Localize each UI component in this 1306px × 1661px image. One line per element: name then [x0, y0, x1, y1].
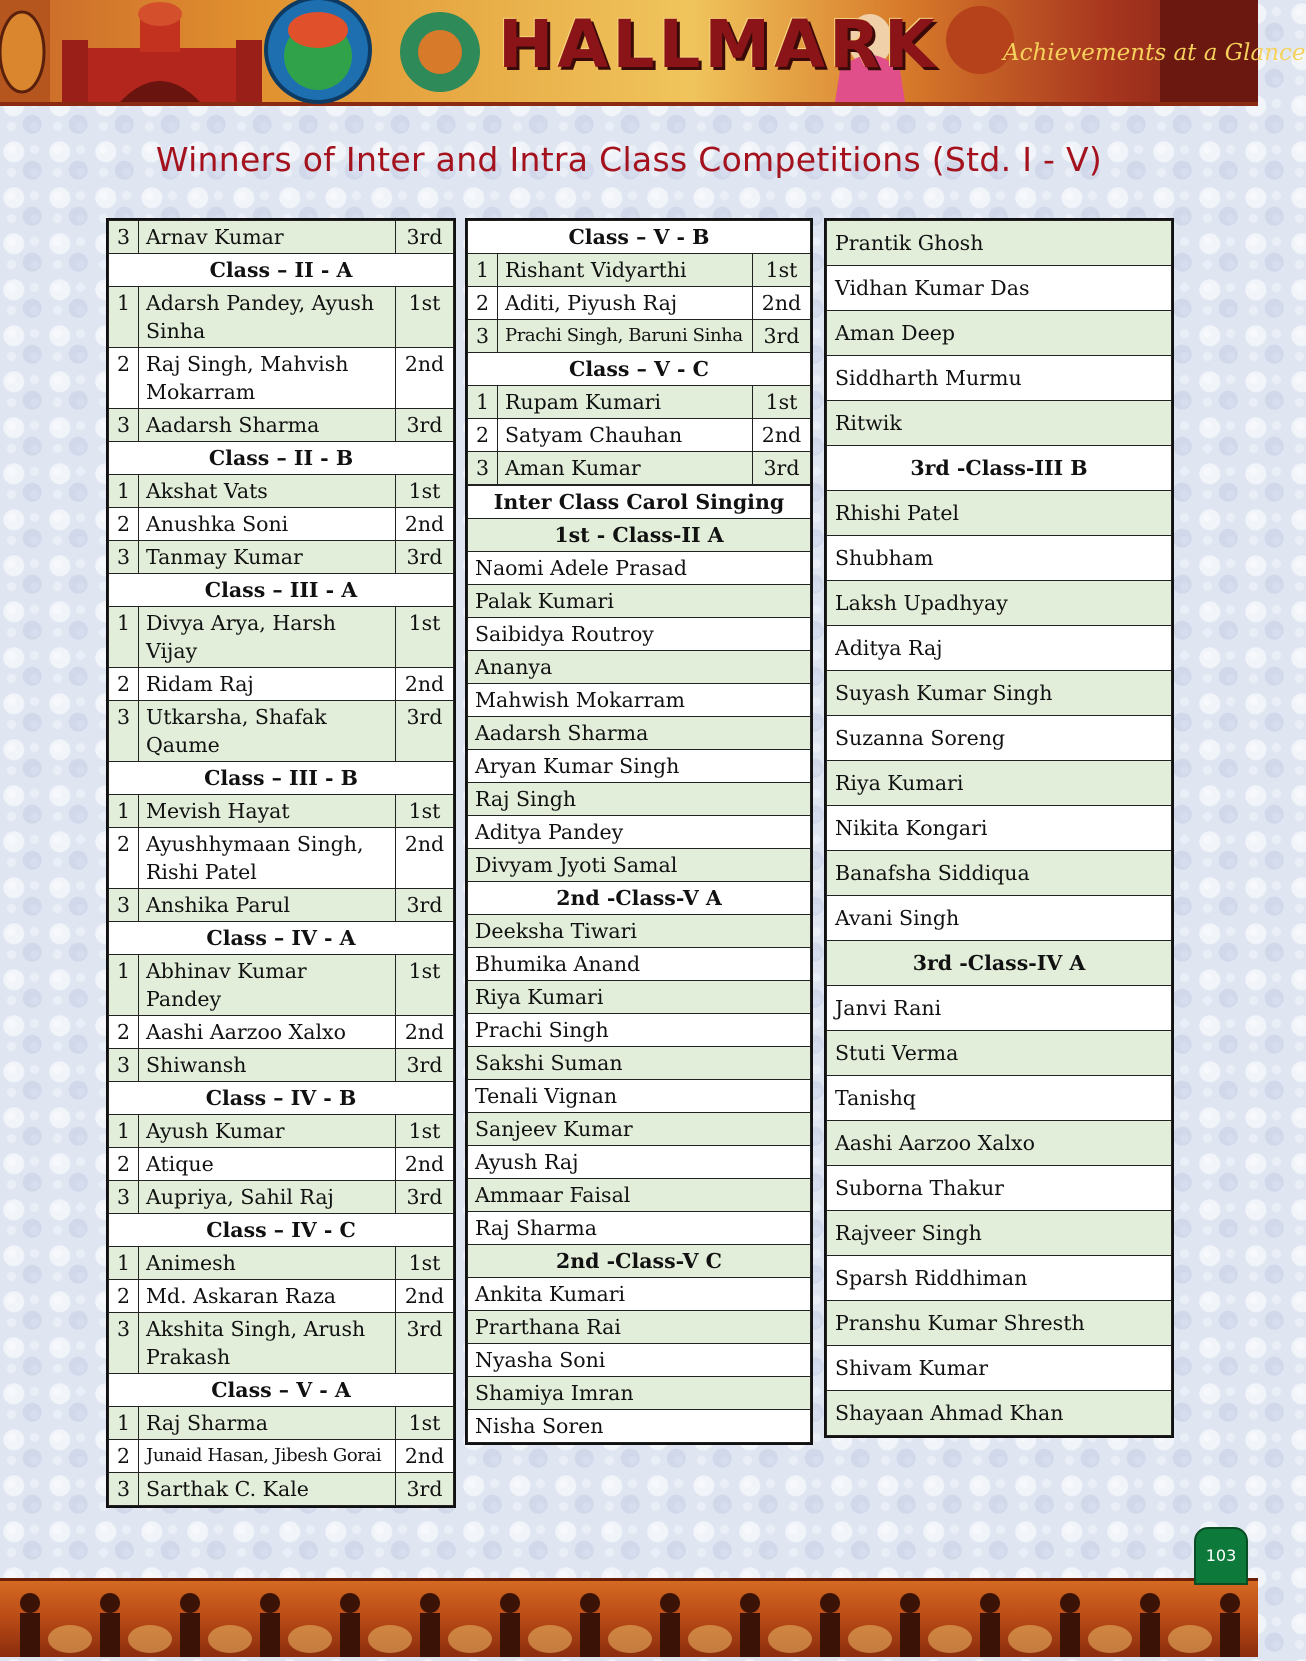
winner-row [109, 1313, 454, 1374]
winner-name-cell: Rupam Kumari [498, 386, 753, 419]
winner-name-cell: Raj Sharma [139, 1407, 396, 1440]
participant-name: Aadarsh Sharma [468, 717, 811, 750]
group-heading-row [827, 941, 1172, 986]
participant-row [827, 266, 1172, 311]
rank-cell: 3 [109, 701, 139, 762]
winner-row [109, 348, 454, 409]
winner-row [109, 409, 454, 442]
participant-row [827, 311, 1172, 356]
participant-name: Janvi Rani [827, 986, 1172, 1031]
page-number: 103 [1194, 1527, 1248, 1585]
group-heading: 1st - Class-II A [468, 519, 811, 552]
winners-table-column-2 [465, 218, 813, 1445]
participant-name: Shamiya Imran [468, 1377, 811, 1410]
participant-row [827, 716, 1172, 761]
position-cell: 3rd [396, 409, 454, 442]
rank-cell: 1 [109, 1407, 139, 1440]
winner-name-cell: Animesh [139, 1247, 396, 1280]
footer-banner [0, 1578, 1258, 1657]
winner-row [109, 1181, 454, 1214]
group-heading: 3rd -Class-III B [827, 446, 1172, 491]
column1-table [108, 220, 454, 1506]
class-heading: Class – III - B [109, 762, 454, 795]
winner-name-cell: Tanmay Kumar [139, 541, 396, 574]
position-cell: 1st [396, 475, 454, 508]
winner-name-cell: Prachi Singh, Baruni Sinha [498, 320, 753, 353]
participant-row [468, 651, 811, 684]
participant-row [827, 491, 1172, 536]
winner-row [109, 828, 454, 889]
winner-row [109, 668, 454, 701]
participant-row [468, 915, 811, 948]
participant-name: Riya Kumari [468, 981, 811, 1014]
winner-name-cell: Atique [139, 1148, 396, 1181]
winner-name-cell: Aadarsh Sharma [139, 409, 396, 442]
position-cell: 3rd [396, 1473, 454, 1506]
participant-row [827, 671, 1172, 716]
winner-name-cell: Divya Arya, Harsh Vijay [139, 607, 396, 668]
rank-cell: 2 [468, 287, 498, 320]
winner-name-cell: Sarthak C. Kale [139, 1473, 396, 1506]
participant-row [468, 1410, 811, 1443]
participant-row [468, 552, 811, 585]
winner-name-cell: Shiwansh [139, 1049, 396, 1082]
winner-row [109, 1049, 454, 1082]
rank-cell: 1 [109, 1247, 139, 1280]
position-cell: 2nd [396, 1280, 454, 1313]
page-title: Winners of Inter and Intra Class Competitions (Std. I - V) [155, 140, 1103, 179]
participant-name: Shayaan Ahmad Khan [827, 1391, 1172, 1436]
participant-row [468, 684, 811, 717]
winner-name-cell: Rishant Vidyarthi [498, 254, 753, 287]
winner-name-cell: Aditi, Piyush Raj [498, 287, 753, 320]
participant-row [468, 1311, 811, 1344]
rank-cell: 2 [109, 1280, 139, 1313]
participant-name: Suyash Kumar Singh [827, 671, 1172, 716]
position-cell: 2nd [396, 1016, 454, 1049]
group-heading: 2nd -Class-V C [468, 1245, 811, 1278]
rank-cell: 2 [109, 828, 139, 889]
rank-cell: 1 [109, 1115, 139, 1148]
winner-name-cell: Arnav Kumar [139, 221, 396, 254]
rank-cell: 1 [468, 254, 498, 287]
participant-row [468, 1146, 811, 1179]
participant-name: Aman Deep [827, 311, 1172, 356]
group-heading-row [827, 446, 1172, 491]
position-cell: 3rd [752, 320, 810, 353]
position-cell: 3rd [396, 1181, 454, 1214]
participant-row [827, 221, 1172, 266]
position-cell: 1st [396, 795, 454, 828]
position-cell: 2nd [396, 508, 454, 541]
group-heading-row [468, 1245, 811, 1278]
participant-row [468, 717, 811, 750]
rank-cell: 1 [109, 795, 139, 828]
class-heading: Class – II - B [109, 442, 454, 475]
carol-singing-table [467, 485, 811, 1443]
participant-name: Ammaar Faisal [468, 1179, 811, 1212]
class-heading-row [109, 574, 454, 607]
participant-row [827, 1346, 1172, 1391]
tagline: Achievements at a Glance [1003, 40, 1306, 66]
participant-name: Ritwik [827, 401, 1172, 446]
rank-cell: 1 [468, 386, 498, 419]
winner-name-cell: Ridam Raj [139, 668, 396, 701]
participant-name: Saibidya Routroy [468, 618, 811, 651]
participant-name: Banafsha Siddiqua [827, 851, 1172, 896]
position-cell: 3rd [752, 452, 810, 485]
winner-name-cell: Aman Kumar [498, 452, 753, 485]
rank-cell: 1 [109, 607, 139, 668]
participant-name: Deeksha Tiwari [468, 915, 811, 948]
rank-cell: 3 [109, 1049, 139, 1082]
participant-name: Rajveer Singh [827, 1211, 1172, 1256]
position-cell: 1st [396, 1247, 454, 1280]
participant-name: Aditya Raj [827, 626, 1172, 671]
participant-row [468, 1278, 811, 1311]
rank-cell: 3 [109, 889, 139, 922]
position-cell: 3rd [396, 701, 454, 762]
participant-name: Aditya Pandey [468, 816, 811, 849]
participant-name: Nikita Kongari [827, 806, 1172, 851]
group-heading: Inter Class Carol Singing [468, 486, 811, 519]
winner-row [468, 386, 811, 419]
rank-cell: 1 [109, 287, 139, 348]
participant-name: Rhishi Patel [827, 491, 1172, 536]
participant-row [468, 981, 811, 1014]
participant-name: Aashi Aarzoo Xalxo [827, 1121, 1172, 1166]
winner-row [109, 1280, 454, 1313]
position-cell: 2nd [396, 1440, 454, 1473]
winner-name-cell: Anushka Soni [139, 508, 396, 541]
winner-name-cell: Akshat Vats [139, 475, 396, 508]
rank-cell: 3 [468, 452, 498, 485]
rank-cell: 3 [109, 1473, 139, 1506]
position-cell: 2nd [752, 287, 810, 320]
position-cell: 3rd [396, 541, 454, 574]
participant-row [827, 1076, 1172, 1121]
participant-row [827, 1256, 1172, 1301]
winner-row [468, 287, 811, 320]
participant-name: Sakshi Suman [468, 1047, 811, 1080]
participant-row [468, 618, 811, 651]
winner-row [109, 1115, 454, 1148]
group-heading-row [468, 486, 811, 519]
participant-row [468, 1344, 811, 1377]
participant-row [827, 986, 1172, 1031]
position-cell: 3rd [396, 1313, 454, 1374]
participant-row [827, 761, 1172, 806]
participant-row [468, 783, 811, 816]
winner-row [468, 320, 811, 353]
class-heading: Class – III - A [109, 574, 454, 607]
participant-row [827, 1391, 1172, 1436]
class-heading-row [109, 442, 454, 475]
rank-cell: 1 [109, 955, 139, 1016]
winner-row [109, 1247, 454, 1280]
rank-cell: 3 [468, 320, 498, 353]
winner-row [468, 419, 811, 452]
position-cell: 3rd [396, 1049, 454, 1082]
participant-row [827, 806, 1172, 851]
class-heading-row [109, 1214, 454, 1247]
participant-name: Siddharth Murmu [827, 356, 1172, 401]
winner-row [468, 254, 811, 287]
winner-name-cell: Ayushhymaan Singh, Rishi Patel [139, 828, 396, 889]
participant-name: Ankita Kumari [468, 1278, 811, 1311]
participant-row [827, 401, 1172, 446]
hallmark-logo: HALLMARK [498, 6, 940, 83]
class-heading: Class – IV - B [109, 1082, 454, 1115]
participant-row [827, 896, 1172, 941]
winner-name-cell: Anshika Parul [139, 889, 396, 922]
participant-row [468, 849, 811, 882]
participant-name: Naomi Adele Prasad [468, 552, 811, 585]
group-heading: 2nd -Class-V A [468, 882, 811, 915]
participant-row [827, 356, 1172, 401]
participant-name: Mahwish Mokarram [468, 684, 811, 717]
participant-row [468, 1212, 811, 1245]
participant-name: Divyam Jyoti Samal [468, 849, 811, 882]
participant-name: Laksh Upadhyay [827, 581, 1172, 626]
winners-table-column-3 [824, 218, 1174, 1438]
class-heading: Class – V - B [468, 221, 811, 254]
rank-cell: 3 [109, 1313, 139, 1374]
winner-name-cell: Satyam Chauhan [498, 419, 753, 452]
winner-name-cell: Abhinav Kumar Pandey [139, 955, 396, 1016]
position-cell: 1st [396, 607, 454, 668]
winner-row [109, 1148, 454, 1181]
participant-row [468, 1179, 811, 1212]
winner-name-cell: Akshita Singh, Arush Prakash [139, 1313, 396, 1374]
position-cell: 2nd [396, 348, 454, 409]
position-cell: 1st [396, 1407, 454, 1440]
position-cell: 1st [752, 254, 810, 287]
class-heading-row [109, 762, 454, 795]
position-cell: 3rd [396, 221, 454, 254]
position-cell: 2nd [396, 668, 454, 701]
winner-row [109, 1473, 454, 1506]
class-heading-row [109, 922, 454, 955]
rank-cell: 2 [109, 1016, 139, 1049]
position-cell: 3rd [396, 889, 454, 922]
class-heading-row [109, 1374, 454, 1407]
class-heading: Class – V - C [468, 353, 811, 386]
winner-row [109, 541, 454, 574]
winner-name-cell: Utkarsha, Shafak Qaume [139, 701, 396, 762]
rank-cell: 1 [109, 475, 139, 508]
winner-row [109, 1407, 454, 1440]
participant-name: Vidhan Kumar Das [827, 266, 1172, 311]
participant-name: Tanishq [827, 1076, 1172, 1121]
column3-table [826, 220, 1172, 1436]
participant-name: Shubham [827, 536, 1172, 581]
position-cell: 2nd [396, 828, 454, 889]
position-cell: 1st [752, 386, 810, 419]
participant-name: Stuti Verma [827, 1031, 1172, 1076]
participant-row [827, 1166, 1172, 1211]
participant-row [468, 750, 811, 783]
winner-row [109, 475, 454, 508]
header-banner [0, 0, 1306, 106]
position-cell: 1st [396, 287, 454, 348]
winner-row [109, 221, 454, 254]
winner-row [109, 607, 454, 668]
participant-name: Riya Kumari [827, 761, 1172, 806]
participant-row [827, 581, 1172, 626]
position-cell: 2nd [396, 1148, 454, 1181]
participant-row [468, 585, 811, 618]
rank-cell: 2 [109, 1440, 139, 1473]
class-heading: Class – II - A [109, 254, 454, 287]
position-cell: 1st [396, 1115, 454, 1148]
column2-class-table [467, 220, 811, 485]
winner-name-cell: Adarsh Pandey, Ayush Sinha [139, 287, 396, 348]
group-heading-row [468, 882, 811, 915]
participant-row [468, 816, 811, 849]
winner-row [109, 1440, 454, 1473]
winner-row [109, 701, 454, 762]
winner-row [468, 452, 811, 485]
class-heading: Class – IV - A [109, 922, 454, 955]
participant-name: Tenali Vignan [468, 1080, 811, 1113]
participant-name: Sanjeev Kumar [468, 1113, 811, 1146]
rank-cell: 2 [109, 1148, 139, 1181]
participant-row [827, 1031, 1172, 1076]
participant-name: Ananya [468, 651, 811, 684]
participant-row [827, 1211, 1172, 1256]
participant-row [827, 851, 1172, 896]
winners-table-column-1 [106, 218, 456, 1508]
participant-name: Bhumika Anand [468, 948, 811, 981]
participant-name: Nisha Soren [468, 1410, 811, 1443]
rank-cell: 3 [109, 1181, 139, 1214]
participant-row [468, 1080, 811, 1113]
participant-name: Raj Sharma [468, 1212, 811, 1245]
class-heading: Class – IV - C [109, 1214, 454, 1247]
participant-row [827, 1301, 1172, 1346]
class-heading-row [468, 221, 811, 254]
class-heading-row [468, 353, 811, 386]
class-heading-row [109, 1082, 454, 1115]
participant-row [468, 948, 811, 981]
participant-row [468, 1047, 811, 1080]
winner-row [109, 955, 454, 1016]
participant-name: Shivam Kumar [827, 1346, 1172, 1391]
participant-name: Avani Singh [827, 896, 1172, 941]
participant-row [827, 536, 1172, 581]
winner-name-cell: Junaid Hasan, Jibesh Gorai [139, 1440, 396, 1473]
dancers-illustration [0, 1581, 1258, 1657]
group-heading: 3rd -Class-IV A [827, 941, 1172, 986]
participant-name: Suborna Thakur [827, 1166, 1172, 1211]
rank-cell: 3 [109, 409, 139, 442]
rank-cell: 3 [109, 541, 139, 574]
rank-cell: 2 [468, 419, 498, 452]
winner-row [109, 287, 454, 348]
rank-cell: 2 [109, 668, 139, 701]
position-cell: 1st [396, 955, 454, 1016]
group-heading-row [468, 519, 811, 552]
winner-row [109, 508, 454, 541]
winner-row [109, 889, 454, 922]
position-cell: 2nd [752, 419, 810, 452]
participant-name: Prantik Ghosh [827, 221, 1172, 266]
participant-name: Prarthana Rai [468, 1311, 811, 1344]
participant-name: Raj Singh [468, 783, 811, 816]
class-heading-row [109, 254, 454, 287]
winner-name-cell: Raj Singh, Mahvish Mokarram [139, 348, 396, 409]
participant-row [468, 1113, 811, 1146]
participant-name: Prachi Singh [468, 1014, 811, 1047]
winner-name-cell: Aupriya, Sahil Raj [139, 1181, 396, 1214]
participant-row [827, 626, 1172, 671]
participant-name: Pranshu Kumar Shresth [827, 1301, 1172, 1346]
participant-name: Ayush Raj [468, 1146, 811, 1179]
participant-row [468, 1377, 811, 1410]
winner-name-cell: Mevish Hayat [139, 795, 396, 828]
class-heading: Class – V - A [109, 1374, 454, 1407]
rank-cell: 2 [109, 348, 139, 409]
winner-name-cell: Aashi Aarzoo Xalxo [139, 1016, 396, 1049]
participant-name: Aryan Kumar Singh [468, 750, 811, 783]
participant-name: Nyasha Soni [468, 1344, 811, 1377]
winner-row [109, 795, 454, 828]
winner-row [109, 1016, 454, 1049]
participant-name: Palak Kumari [468, 585, 811, 618]
participant-row [468, 1014, 811, 1047]
participant-row [827, 1121, 1172, 1166]
rank-cell: 2 [109, 508, 139, 541]
winner-name-cell: Md. Askaran Raza [139, 1280, 396, 1313]
rank-cell: 3 [109, 221, 139, 254]
participant-name: Sparsh Riddhiman [827, 1256, 1172, 1301]
winner-name-cell: Ayush Kumar [139, 1115, 396, 1148]
participant-name: Suzanna Soreng [827, 716, 1172, 761]
